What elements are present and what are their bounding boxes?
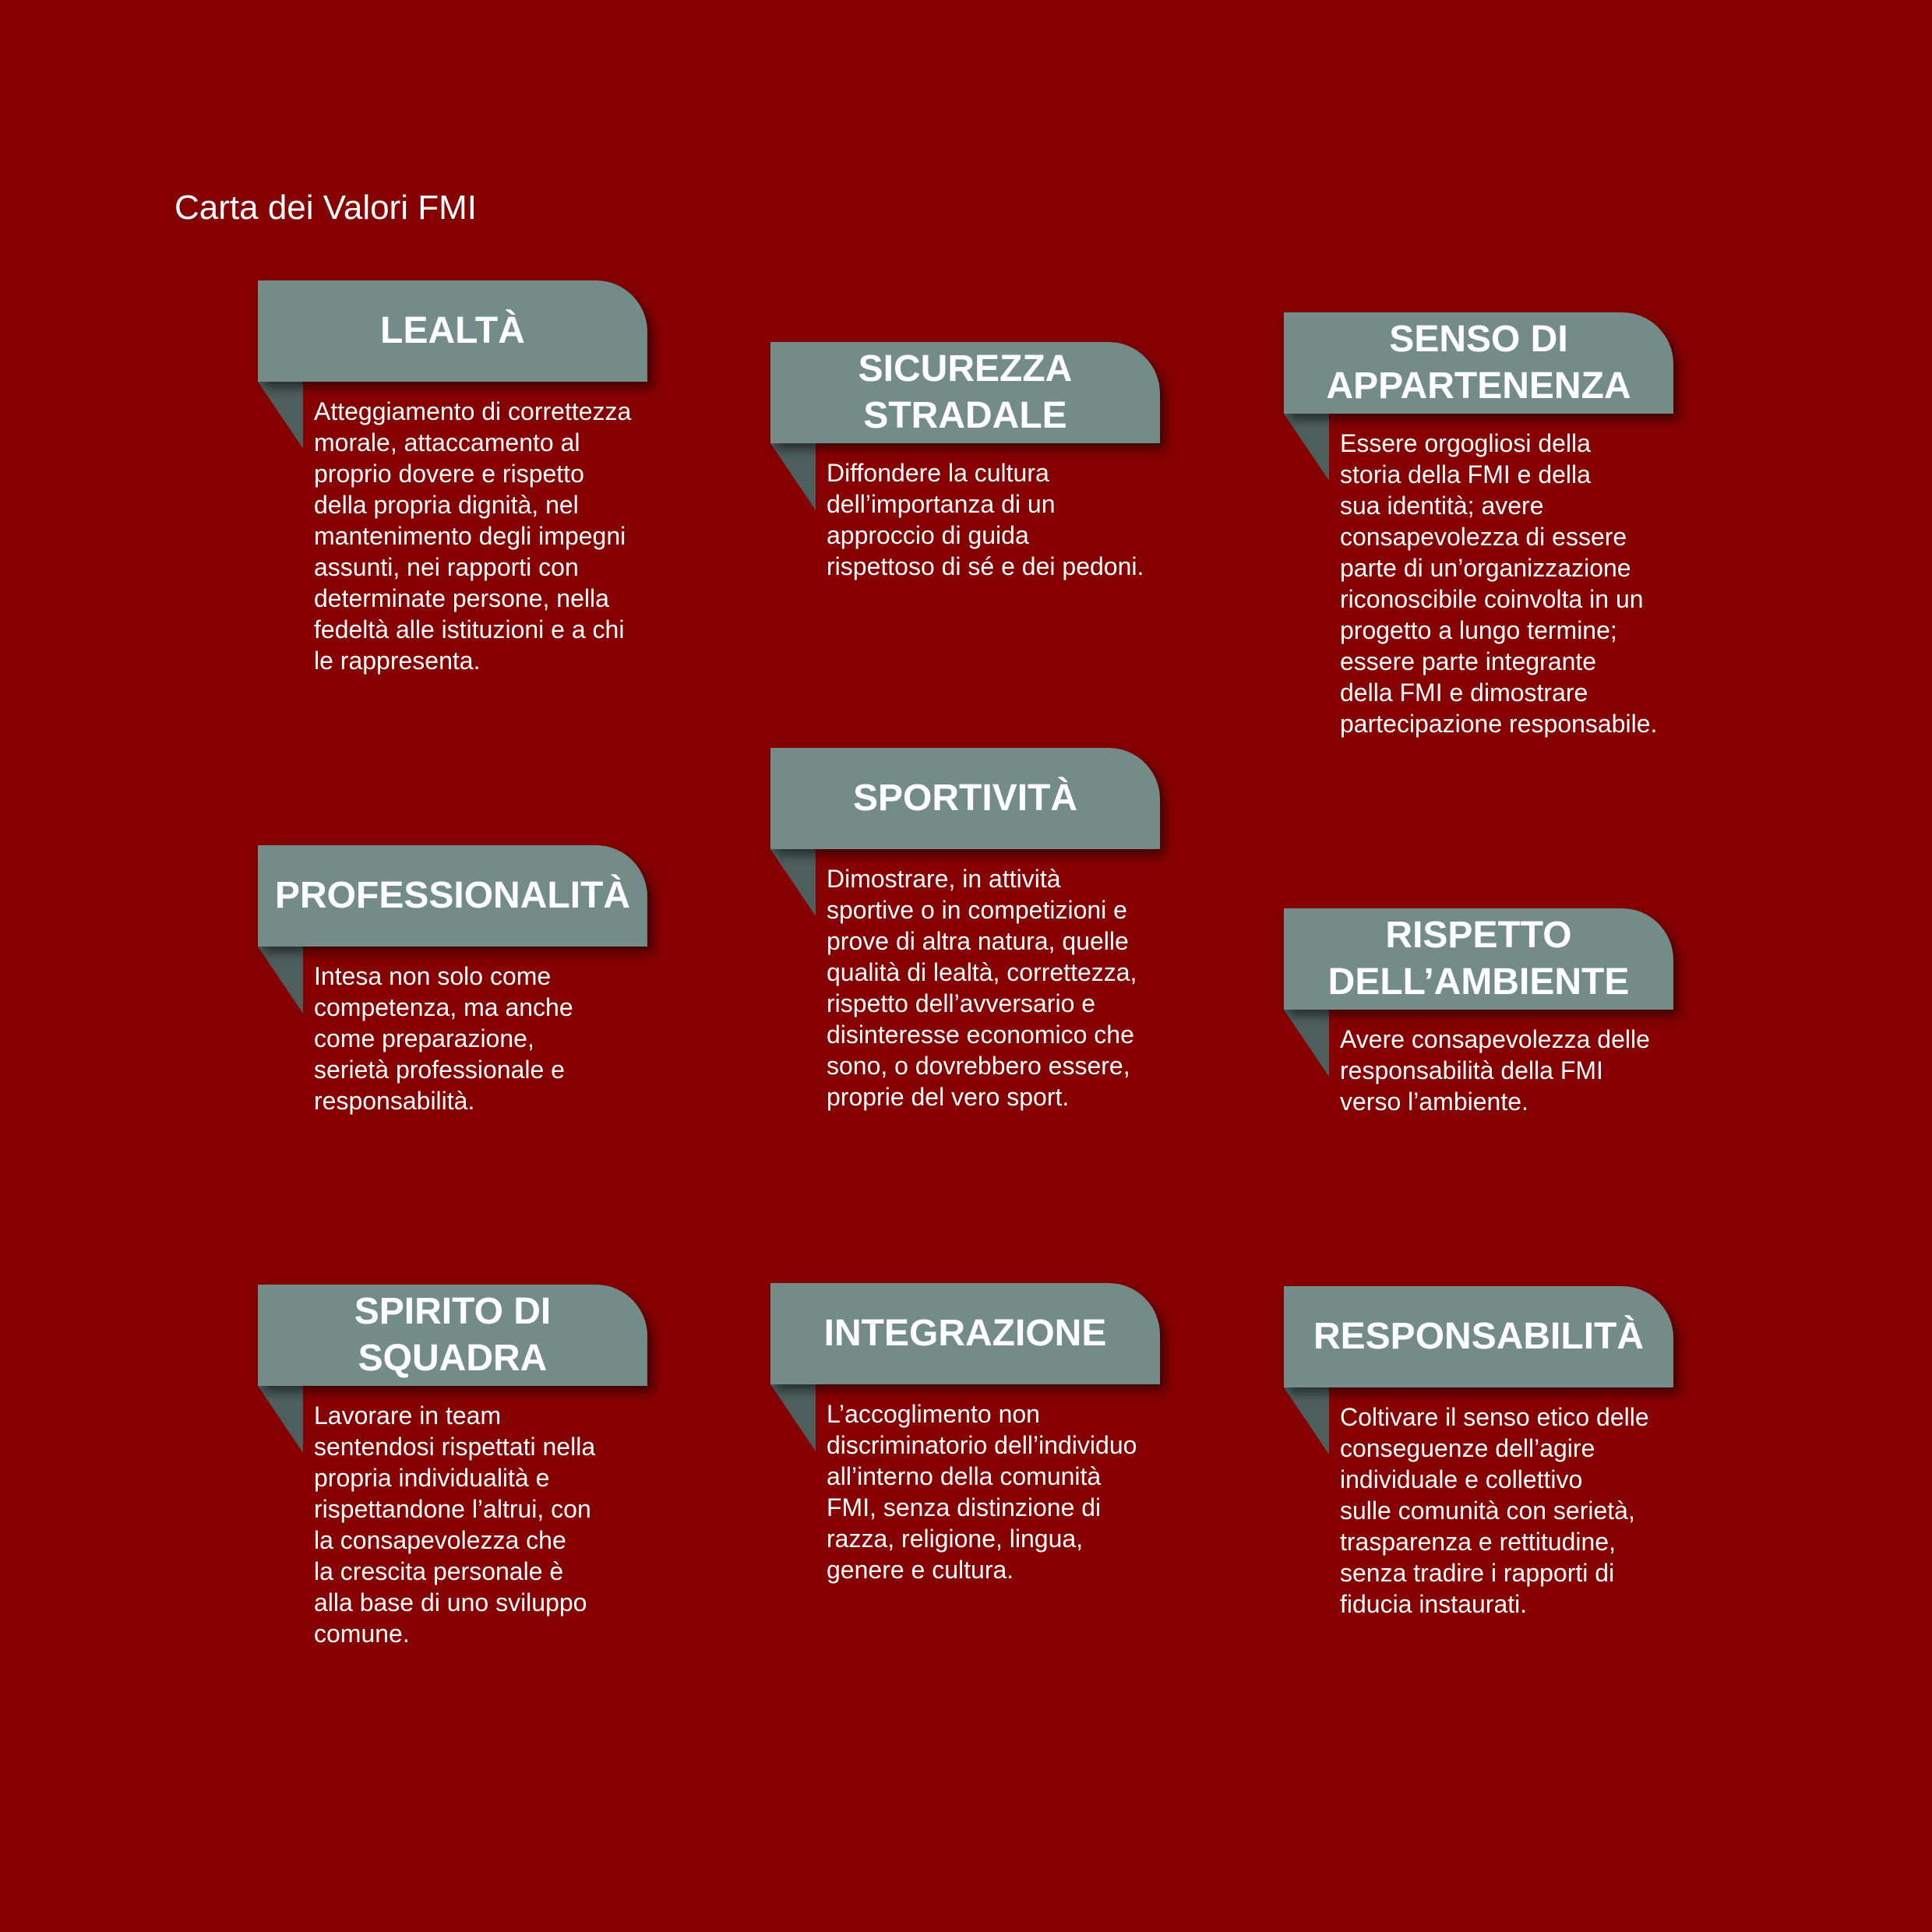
card-tab (258, 280, 647, 382)
value-card-professionalita (258, 845, 663, 1116)
card-description: Dimostrare, in attività sportive o in competizioni e prove di altra natura, quelle qualità di lealtà, correttezza, rispetto dell’avversario e disinteresse economico che sono, o dovrebbero essere, proprie del vero sport. (827, 865, 1137, 1111)
card-title: LEALTÀ (380, 310, 525, 351)
value-card-spirito-di-squadra (258, 1285, 663, 1649)
card-tab (258, 1285, 647, 1386)
ribbon-fold (1284, 414, 1329, 481)
card-tab (1284, 312, 1673, 414)
ribbon-fold (258, 947, 303, 1014)
ribbon-fold (258, 382, 303, 449)
card-tab (770, 1283, 1160, 1384)
ribbon-fold (1284, 1387, 1329, 1454)
card-title: PROFESSIONALITÀ (274, 875, 631, 916)
card-tab (770, 748, 1160, 849)
card-tab (1284, 1286, 1673, 1387)
card-tab (258, 845, 647, 947)
ribbon-fold (770, 1384, 816, 1451)
ribbon-fold (770, 443, 816, 510)
card-description: Coltivare il senso etico delle conseguenze dell’agire individuale e collettivo sulle comunità con serietà, trasparenza e rettitudine, senza tradire i rapporti di fiducia instaurati. (1340, 1403, 1649, 1618)
card-description: L’accoglimento non discriminatorio dell’individuo all’interno della comunità FMI, senza distinzione di razza, religione, lingua, genere e cultura. (827, 1400, 1137, 1584)
value-card-senso-di-appartenenza (1284, 312, 1689, 739)
value-card-lealta (258, 280, 663, 676)
card-title: SENSO DI APPARTENENZA (1326, 319, 1631, 407)
ribbon-fold (1284, 1010, 1329, 1077)
card-title: SPORTIVITÀ (852, 777, 1078, 819)
card-description: Diffondere la cultura dell’importanza di un approccio di guida rispettoso di sé e dei pedoni. (827, 459, 1144, 580)
card-description: Intesa non solo come competenza, ma anche come preparazione, serietà professionale e responsabilità. (314, 962, 573, 1115)
value-card-sicurezza-stradale (770, 342, 1176, 582)
ribbon-fold (258, 1386, 303, 1453)
card-description: Atteggiamento di correttezza morale, attaccamento al proprio dovere e rispetto della propria dignità, nel mantenimento degli impegni assunti, nei rapporti con determinate persone, nella fedeltà alle istituzioni e a chi le rappresenta. (314, 397, 632, 675)
card-description: Avere consapevolezza delle responsabilità della FMI verso l’ambiente. (1340, 1025, 1650, 1116)
card-description: Essere orgogliosi della storia della FMI e della sua identità; avere consapevolezza di essere parte di un’organizzazione riconoscibile coinvolta in un progetto a lungo termine; essere parte integrante della FMI e dimostrare partecipazione responsabile. (1340, 429, 1658, 738)
card-tab (770, 342, 1160, 443)
card-tab (1284, 908, 1673, 1010)
card-title: RESPONSABILITÀ (1313, 1316, 1645, 1357)
page-title: Carta dei Valori FMI (175, 189, 477, 227)
card-title: INTEGRAZIONE (823, 1313, 1107, 1354)
value-card-rispetto-ambiente (1284, 908, 1689, 1117)
ribbon-fold (770, 849, 816, 916)
card-title: SICUREZZA STRADALE (858, 348, 1073, 436)
value-card-integrazione (770, 1283, 1176, 1585)
value-card-responsabilita (1284, 1286, 1689, 1620)
card-description: Lavorare in team sentendosi rispettati nella propria individualità e rispettandone l’altrui, con la consapevolezza che la crescita personale è alla base di uno sviluppo comune. (314, 1401, 596, 1648)
card-title: RISPETTO DELL’AMBIENTE (1327, 915, 1630, 1003)
card-title: SPIRITO DI SQUADRA (354, 1291, 552, 1379)
value-card-sportivita (770, 748, 1176, 1112)
